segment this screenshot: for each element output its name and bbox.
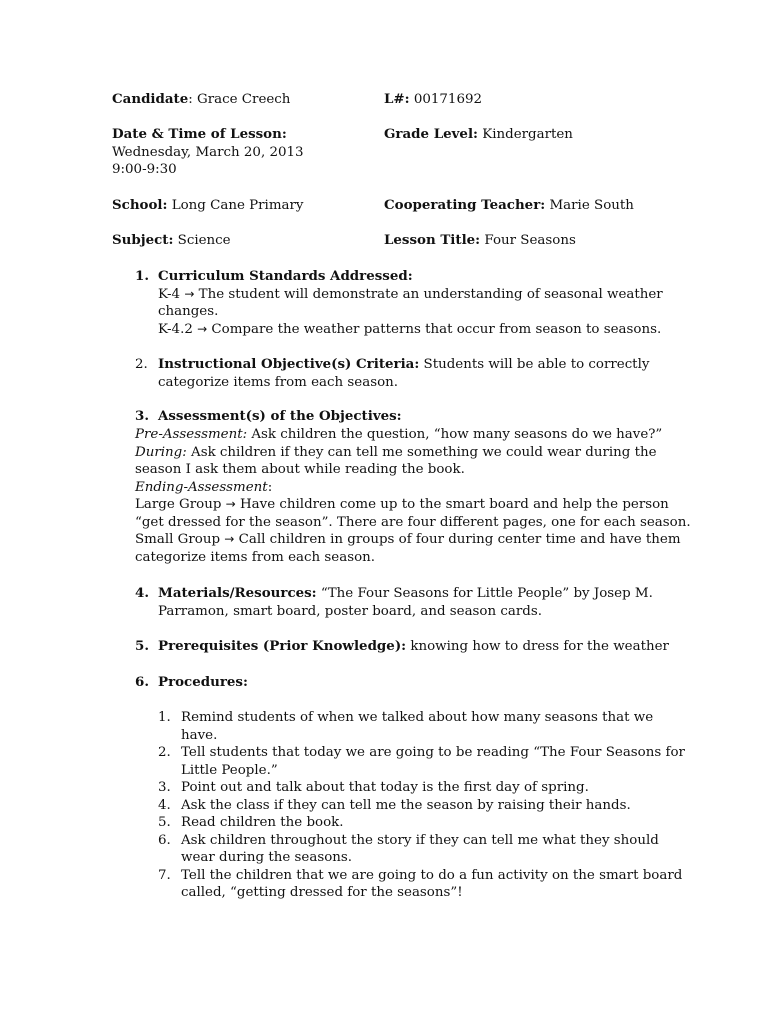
section-3-heading-wrap <box>158 408 402 426</box>
list-item: 3. Point out and talk about that today is the first day of spring. <box>158 780 589 795</box>
list-item: 7. Tell the children that we are going to do a fun activity on the smart board called, “getting dressed for the seasons”! <box>158 867 683 900</box>
section-6-number: 6. <box>135 674 149 690</box>
section-6 <box>158 674 248 692</box>
section-5-heading: Prerequisites (Prior Knowledge): <box>158 638 407 654</box>
date-block <box>112 126 304 179</box>
coop-value: Marie South <box>545 198 634 213</box>
list-item: 6. Ask children throughout the story if they can tell me what they should wear during the seasons. <box>158 832 659 865</box>
school-label: School: <box>112 197 168 213</box>
section-1-line-2: changes. <box>158 304 219 319</box>
section-3-body: Pre-Assessment: Ask children the question, “how many seasons do we have?” During: Ask children if they can tell me something we could wear during the season I ask them about while reading the book. Ending-Assessment: Large Group → Have children come up to the smart board and help the person “get dressed for the season”. There are four different pages, one for each season. Small Group → Call children in groups of four during center time and have them categorize items from each season. <box>135 427 691 565</box>
procedures-list <box>158 709 685 902</box>
cooperating-teacher-line <box>384 197 634 215</box>
list-item: 5. Read children the book. <box>158 815 344 830</box>
subject-value: Science <box>173 233 231 248</box>
date-value: Wednesday, March 20, 2013 <box>112 144 304 160</box>
title-label: Lesson Title: <box>384 232 481 248</box>
pre-assessment-text: Ask children the question, “how many seasons do we have?” <box>247 427 663 442</box>
section-2-heading: Instructional Objective(s) Criteria: <box>158 356 420 372</box>
pre-assessment-label: Pre-Assessment: <box>135 427 248 442</box>
candidate-line <box>112 91 290 109</box>
list-item: 2. Tell students that today we are going to be reading “The Four Seasons for Little People.” <box>158 745 685 778</box>
section-1-line-1: K-4 → The student will demonstrate an understanding of seasonal weather <box>158 286 663 302</box>
section-1-line-3: K-4.2 → Compare the weather patterns that occur from season to seasons. <box>158 321 662 337</box>
list-item: 1. Remind students of when we talked about how many seasons that we have. <box>158 710 654 743</box>
candidate-label: Candidate <box>112 91 189 107</box>
small-group-line-2: categorize items from each season. <box>135 549 376 565</box>
grade-value: Kindergarten <box>477 127 573 142</box>
arrow-right-icon: → <box>224 532 235 546</box>
lnum-value: 00171692 <box>409 92 483 107</box>
section-1 <box>158 268 663 338</box>
small-group-line: Small Group → Call children in groups of four during center time and have them <box>135 532 681 547</box>
title-value: Four Seasons <box>480 233 576 248</box>
during-text: Ask children if they can tell me something we could wear during the <box>186 444 657 460</box>
section-2-line-2: categorize items from each season. <box>158 374 399 390</box>
section-2-line-1: Students will be able to correctly <box>419 357 650 372</box>
section-4-line-1: “The Four Seasons for Little People” by Josep M. <box>316 586 653 601</box>
subject-label: Subject: <box>112 232 174 248</box>
time-value: 9:00-9:30 <box>112 162 177 177</box>
lesson-title-line <box>384 232 576 250</box>
section-3-heading: Assessment(s) of the Objectives: <box>158 408 402 424</box>
section-2-number: 2. <box>135 357 148 372</box>
school-value: Long Cane Primary <box>167 198 304 213</box>
section-3-number: 3. <box>135 408 149 424</box>
large-group-line: Large Group → Have children come up to the smart board and help the person <box>135 497 669 512</box>
during-text-2: season I ask them about while reading the book. <box>135 462 465 477</box>
section-1-heading: Curriculum Standards Addressed: <box>158 268 413 284</box>
section-2 <box>158 356 649 391</box>
lnum-line <box>384 91 482 109</box>
list-item: 4. Ask the class if they can tell me the season by raising their hands. <box>158 797 631 813</box>
lnum-label: L#: <box>384 91 410 107</box>
subject-line <box>112 232 231 250</box>
ending-assessment-label: Ending-Assessment <box>135 479 268 495</box>
section-1-number: 1. <box>135 268 149 284</box>
section-6-heading: Procedures: <box>158 674 248 690</box>
grade-line <box>384 126 573 144</box>
section-4 <box>158 585 653 620</box>
arrow-right-icon: → <box>225 497 236 511</box>
section-5 <box>158 638 669 656</box>
grade-label: Grade Level: <box>384 126 478 142</box>
section-4-heading: Materials/Resources: <box>158 585 317 601</box>
arrow-right-icon: → <box>197 321 208 336</box>
section-5-number: 5. <box>135 638 149 654</box>
arrow-right-icon: → <box>184 286 195 301</box>
school-line <box>112 197 304 215</box>
section-4-line-2: Parramon, smart board, poster board, and season cards. <box>158 603 542 619</box>
during-label: During: <box>135 444 187 460</box>
coop-label: Cooperating Teacher: <box>384 197 546 213</box>
large-group-line-2: “get dressed for the season”. There are four different pages, one for each season. <box>135 514 691 530</box>
section-5-line-1: knowing how to dress for the weather <box>406 639 669 654</box>
candidate-value: : Grace Creech <box>188 92 291 107</box>
section-4-number: 4. <box>135 585 149 601</box>
date-label: Date & Time of Lesson: <box>112 126 287 142</box>
